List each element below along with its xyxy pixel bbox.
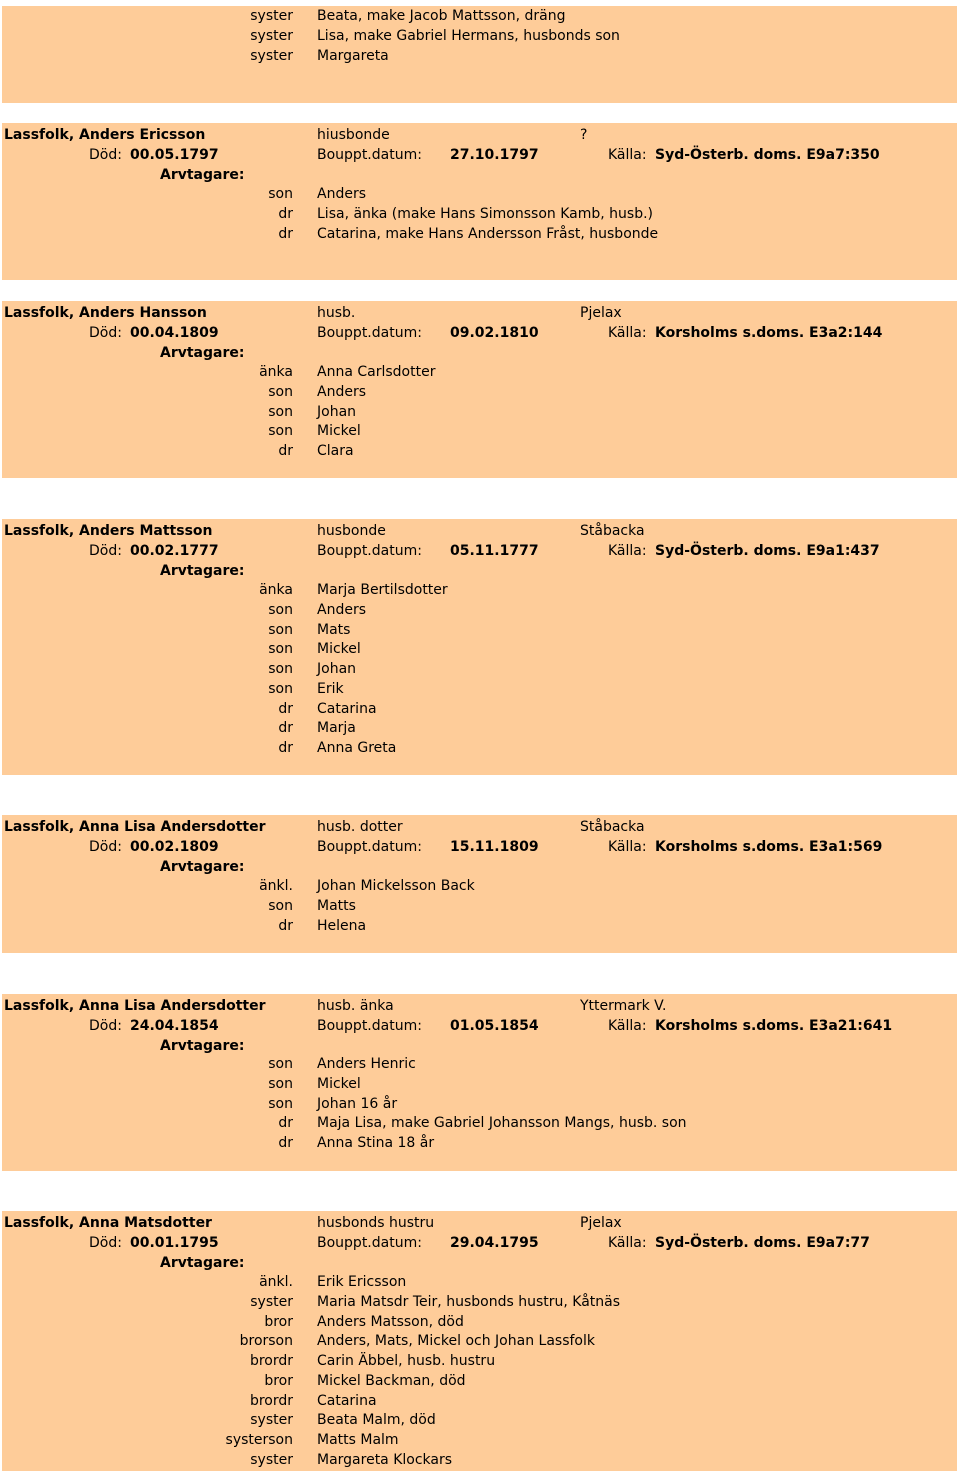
heir-name: Johan — [317, 661, 357, 677]
heir-relation: son — [268, 897, 293, 914]
heir-relation: son — [268, 621, 293, 638]
died-date: 00.02.1809 — [130, 838, 219, 855]
source-label: Källa: — [608, 146, 647, 163]
died-label: Död: — [89, 1234, 122, 1251]
source-ref: Syd-Österb. doms. E9a7:350 — [655, 146, 880, 163]
record-role: husb. änka — [317, 998, 394, 1014]
heir-relation: son — [268, 680, 293, 697]
died-date: 00.02.1777 — [130, 542, 219, 559]
heir-relation: änka — [259, 364, 293, 380]
source-ref: Syd-Österb. doms. E9a1:437 — [655, 542, 880, 559]
heir-name: Catarina — [317, 1392, 377, 1409]
bouppt-label: Bouppt.datum: — [317, 1234, 422, 1251]
source-ref: Korsholms s.doms. E3a21:641 — [655, 1017, 893, 1034]
heir-name: Anna Stina 18 år — [317, 1135, 435, 1151]
heir-relation: dr — [278, 720, 293, 737]
heir-relation: bror — [264, 1313, 293, 1330]
record-place: Pjelax — [580, 305, 622, 321]
record-place: ? — [580, 127, 588, 143]
heir-name: Matts — [317, 897, 356, 914]
heir-relation: brordr — [249, 1353, 293, 1369]
heir-name: Marja Bertilsdotter — [317, 582, 448, 598]
heir-name: Johan 16 år — [317, 1095, 398, 1112]
record-name: Lassfolk, Anders Ericsson — [4, 127, 206, 143]
heir-relation: dr — [278, 917, 293, 934]
record-name: Lassfolk, Anna Lisa Andersdotter — [4, 819, 266, 835]
heir-relation: son — [268, 601, 293, 618]
heir-relation: syster — [250, 1293, 293, 1310]
heir-relation: syster — [250, 27, 293, 44]
heir-relation: syster — [250, 8, 293, 24]
heir-relation: dr — [278, 225, 293, 242]
heir-name: Johan — [317, 403, 357, 420]
heir-relation: änkl. — [259, 1274, 293, 1290]
record-place: Ståbacka — [580, 819, 645, 835]
heir-name: Anders, Mats, Mickel och Johan Lassfolk — [317, 1333, 595, 1350]
bouppt-label: Bouppt.datum: — [317, 838, 422, 855]
heir-name: Anna Carlsdotter — [317, 364, 436, 380]
bouppt-label: Bouppt.datum: — [317, 146, 422, 163]
heir-relation: syster — [250, 1451, 293, 1468]
bouppt-date: 05.11.1777 — [450, 542, 539, 559]
heir-relation: son — [268, 1056, 293, 1072]
bouppt-label: Bouppt.datum: — [317, 1017, 422, 1034]
heir-name: Mickel — [317, 1075, 361, 1092]
died-date: 00.01.1795 — [130, 1234, 219, 1251]
heir-name: Matts Malm — [317, 1432, 399, 1448]
heir-relation: son — [268, 403, 293, 420]
heir-name: Anders — [317, 186, 366, 202]
heirs-heading: Arvtagare: — [160, 166, 245, 183]
record-name: Lassfolk, Anders Hansson — [4, 305, 207, 321]
died-date: 00.04.1809 — [130, 324, 219, 341]
heir-name: Mats — [317, 621, 351, 638]
heir-relation: bror — [264, 1372, 293, 1389]
record-place: Pjelax — [580, 1215, 622, 1231]
heir-name: Clara — [317, 443, 354, 459]
died-label: Död: — [89, 324, 122, 341]
heir-relation: son — [268, 186, 293, 202]
heir-relation: son — [268, 423, 293, 440]
heir-relation: son — [268, 1095, 293, 1112]
died-date: 00.05.1797 — [130, 146, 219, 163]
heir-relation: syster — [250, 47, 293, 64]
bouppt-date: 09.02.1810 — [450, 324, 539, 341]
heir-name: Erik — [317, 680, 344, 697]
record-name: Lassfolk, Anders Mattsson — [4, 523, 213, 539]
heir-name: Anders — [317, 383, 366, 400]
bouppt-date: 27.10.1797 — [450, 146, 539, 163]
heir-name: Anders — [317, 601, 366, 618]
bouppt-date: 15.11.1809 — [450, 838, 539, 855]
record-role: husb. — [317, 305, 356, 321]
record-place: Ståbacka — [580, 523, 645, 539]
bouppt-label: Bouppt.datum: — [317, 542, 422, 559]
record-role: husbonde — [317, 523, 386, 539]
record-role: husb. dotter — [317, 819, 403, 835]
heir-name: Marja — [317, 720, 356, 737]
heir-relation: dr — [278, 443, 293, 459]
died-label: Död: — [89, 1017, 122, 1034]
heir-name: Johan Mickelsson Back — [317, 878, 475, 894]
heir-name: Lisa, make Gabriel Hermans, husbonds son — [317, 27, 620, 44]
heir-name: Beata Malm, död — [317, 1412, 436, 1429]
heir-relation: änkl. — [259, 878, 293, 894]
source-label: Källa: — [608, 324, 647, 341]
bouppt-date: 01.05.1854 — [450, 1017, 539, 1034]
heir-name: Erik Ericsson — [317, 1274, 407, 1290]
heir-relation: dr — [278, 1135, 293, 1151]
heir-relation: brordr — [249, 1392, 293, 1409]
heirs-heading: Arvtagare: — [160, 1037, 245, 1054]
died-label: Död: — [89, 146, 122, 163]
heir-name: Lisa, änka (make Hans Simonsson Kamb, husb.) — [317, 205, 653, 222]
heir-name: Mickel — [317, 641, 361, 658]
heir-relation: son — [268, 661, 293, 677]
bouppt-date: 29.04.1795 — [450, 1234, 539, 1251]
heir-relation: dr — [278, 205, 293, 222]
record-name: Lassfolk, Anna Lisa Andersdotter — [4, 998, 266, 1014]
heir-relation: systerson — [225, 1432, 293, 1448]
heirs-heading: Arvtagare: — [160, 344, 245, 361]
source-ref: Korsholms s.doms. E3a2:144 — [655, 324, 883, 341]
heir-name: Anders Matsson, död — [317, 1313, 464, 1330]
heir-name: Catarina — [317, 700, 377, 717]
heir-relation: son — [268, 1075, 293, 1092]
heir-name: Anna Greta — [317, 740, 397, 756]
heir-name: Maja Lisa, make Gabriel Johansson Mangs, husb. son — [317, 1115, 687, 1132]
heir-relation: dr — [278, 740, 293, 756]
heir-relation: son — [268, 641, 293, 658]
record-role: hiusbonde — [317, 127, 390, 143]
heir-name: Mickel — [317, 423, 361, 440]
died-label: Död: — [89, 542, 122, 559]
heir-name: Mickel Backman, död — [317, 1372, 466, 1389]
heirs-heading: Arvtagare: — [160, 562, 245, 579]
heir-name: Catarina, make Hans Andersson Fråst, husbonde — [317, 225, 659, 242]
heir-relation: son — [268, 383, 293, 400]
heir-relation: syster — [250, 1412, 293, 1429]
source-label: Källa: — [608, 542, 647, 559]
record-place: Yttermark V. — [580, 998, 667, 1014]
source-label: Källa: — [608, 1017, 647, 1034]
bouppt-label: Bouppt.datum: — [317, 324, 422, 341]
source-ref: Syd-Österb. doms. E9a7:77 — [655, 1234, 870, 1251]
heir-relation: dr — [278, 700, 293, 717]
heir-name: Carin Äbbel, husb. hustru — [317, 1353, 496, 1369]
heirs-heading: Arvtagare: — [160, 858, 245, 875]
died-date: 24.04.1854 — [130, 1017, 219, 1034]
source-label: Källa: — [608, 1234, 647, 1251]
heir-name: Margareta Klockars — [317, 1451, 453, 1468]
source-ref: Korsholms s.doms. E3a1:569 — [655, 838, 883, 855]
heir-relation: dr — [278, 1115, 293, 1132]
heir-name: Maria Matsdr Teir, husbonds hustru, Kåtnäs — [317, 1293, 621, 1310]
source-label: Källa: — [608, 838, 647, 855]
heir-name: Helena — [317, 917, 367, 934]
record-name: Lassfolk, Anna Matsdotter — [4, 1215, 212, 1231]
heir-relation: brorson — [239, 1333, 293, 1350]
heir-relation: änka — [259, 582, 293, 598]
heir-name: Anders Henric — [317, 1056, 416, 1072]
died-label: Död: — [89, 838, 122, 855]
record-role: husbonds hustru — [317, 1215, 435, 1231]
heir-name: Margareta — [317, 47, 389, 64]
heir-name: Beata, make Jacob Mattsson, dräng — [317, 8, 566, 24]
heirs-heading: Arvtagare: — [160, 1254, 245, 1271]
